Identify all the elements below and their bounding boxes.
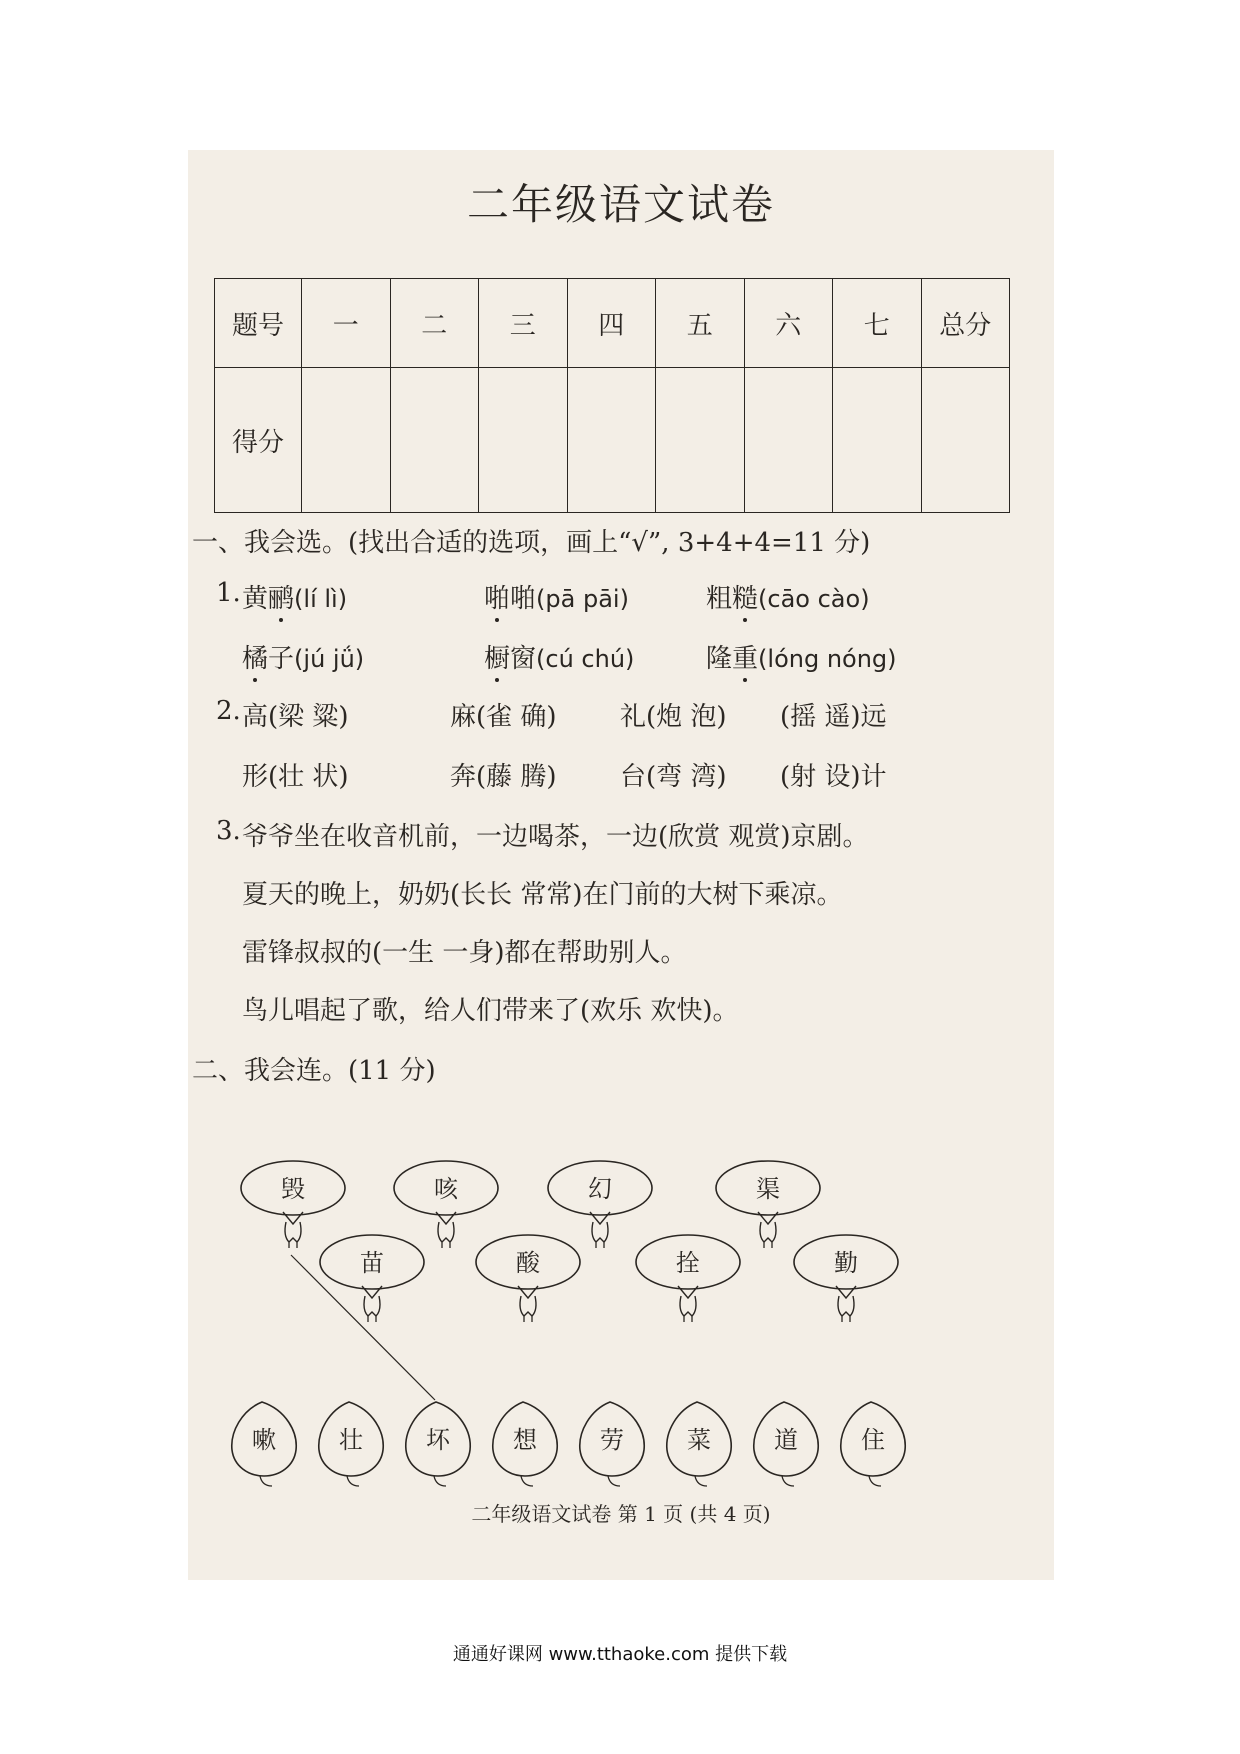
flower-top-1[interactable] bbox=[241, 1161, 345, 1248]
svg-text:苗: 苗 bbox=[360, 1249, 384, 1277]
svg-text:住: 住 bbox=[861, 1426, 885, 1454]
score-table-header-label: 题号 bbox=[215, 279, 302, 368]
score-table-column: 二 bbox=[390, 279, 479, 368]
q2-item[interactable]: 奔(藤 腾) bbox=[450, 762, 557, 792]
q2-item[interactable]: (摇 遥)远 bbox=[780, 702, 887, 732]
flower-bottom-2[interactable] bbox=[476, 1235, 580, 1322]
leaf-1[interactable] bbox=[232, 1402, 296, 1486]
svg-text:酸: 酸 bbox=[516, 1249, 540, 1277]
svg-text:壮: 壮 bbox=[339, 1426, 363, 1454]
q3-sentence[interactable]: 夏天的晚上，奶奶(长长 常常)在门前的大树下乘凉。 bbox=[242, 880, 843, 910]
q2-item[interactable]: 礼(炮 泡) bbox=[620, 702, 727, 732]
q3-sentence[interactable]: 雷锋叔叔的(一生 一身)都在帮助别人。 bbox=[242, 938, 687, 968]
svg-text:咳: 咳 bbox=[434, 1175, 458, 1203]
q1-item[interactable]: 黄鹂(lí lì) bbox=[242, 584, 348, 614]
q1-item[interactable]: 橘子(jú jǘ) bbox=[242, 644, 365, 674]
page-title: 二年级语文试卷 bbox=[466, 180, 775, 229]
flower-bottom-1[interactable] bbox=[320, 1235, 424, 1322]
svg-text:道: 道 bbox=[774, 1426, 798, 1454]
svg-text:坏: 坏 bbox=[426, 1426, 450, 1454]
svg-text:想: 想 bbox=[513, 1426, 537, 1454]
flower-bottom-3[interactable] bbox=[636, 1235, 740, 1322]
score-table-column: 三 bbox=[479, 279, 568, 368]
leaf-5[interactable] bbox=[580, 1402, 644, 1486]
section2-heading: 二、我会连。(11 分) bbox=[192, 1056, 436, 1086]
q1-item[interactable]: 隆重(lóng nóng) bbox=[706, 644, 897, 674]
flower-top-2[interactable] bbox=[394, 1161, 498, 1248]
flower-bottom-4[interactable] bbox=[794, 1235, 898, 1322]
svg-text:菜: 菜 bbox=[687, 1426, 711, 1454]
q2-number: 2. bbox=[216, 696, 241, 726]
q1-number: 1. bbox=[216, 578, 241, 608]
q1-item[interactable]: 粗糙(cāo cào) bbox=[706, 584, 870, 614]
svg-text:拴: 拴 bbox=[676, 1249, 700, 1277]
q3-sentence[interactable]: 鸟儿唱起了歌，给人们带来了(欢乐 欢快)。 bbox=[242, 996, 739, 1026]
score-table-column: 七 bbox=[833, 279, 922, 368]
section1-heading: 一、我会选。(找出合适的选项，画上“√”, 3+4+4=11 分) bbox=[192, 528, 871, 558]
score-table-column-total: 总分 bbox=[921, 279, 1010, 368]
exam-paper bbox=[188, 150, 1054, 1580]
leaf-6[interactable] bbox=[667, 1402, 731, 1486]
score-table-column: 六 bbox=[744, 279, 833, 368]
leaf-8[interactable] bbox=[841, 1402, 905, 1486]
q2-item[interactable]: 麻(雀 确) bbox=[450, 702, 557, 732]
leaf-4[interactable] bbox=[493, 1402, 557, 1486]
score-table-column: 四 bbox=[567, 279, 656, 368]
svg-text:劳: 劳 bbox=[600, 1426, 624, 1454]
svg-text:勤: 勤 bbox=[834, 1249, 858, 1277]
leaf-7[interactable] bbox=[754, 1402, 818, 1486]
svg-text:幻: 幻 bbox=[588, 1175, 612, 1203]
svg-text:嗽: 嗽 bbox=[252, 1426, 276, 1454]
score-table-score-label: 得分 bbox=[215, 368, 302, 513]
q2-item[interactable]: 台(弯 湾) bbox=[620, 762, 727, 792]
download-credit: 通通好课网 www.tthaoke.com 提供下载 bbox=[452, 1644, 788, 1665]
svg-text:渠: 渠 bbox=[756, 1175, 780, 1203]
score-table-column: 一 bbox=[302, 279, 391, 368]
q3-number: 3. bbox=[216, 816, 241, 846]
matching-diagram bbox=[188, 150, 1054, 1580]
q2-item[interactable]: 高(梁 粱) bbox=[242, 702, 349, 732]
flower-top-4[interactable] bbox=[716, 1161, 820, 1248]
q1-item[interactable]: 橱窗(cú chú) bbox=[484, 644, 635, 674]
leaf-3[interactable] bbox=[406, 1402, 470, 1486]
q2-item[interactable]: 形(壮 状) bbox=[242, 762, 349, 792]
svg-text:毁: 毁 bbox=[281, 1175, 305, 1203]
flower-top-3[interactable] bbox=[548, 1161, 652, 1248]
q2-item[interactable]: (射 设)计 bbox=[780, 762, 887, 792]
page-footer: 二年级语文试卷 第 1 页 (共 4 页) bbox=[471, 1502, 771, 1526]
q1-item[interactable]: 啪啪(pā pāi) bbox=[484, 584, 629, 614]
score-table-column: 五 bbox=[656, 279, 745, 368]
leaf-2[interactable] bbox=[319, 1402, 383, 1486]
q3-sentence[interactable]: 爷爷坐在收音机前，一边喝茶，一边(欣赏 观赏)京剧。 bbox=[242, 822, 869, 852]
